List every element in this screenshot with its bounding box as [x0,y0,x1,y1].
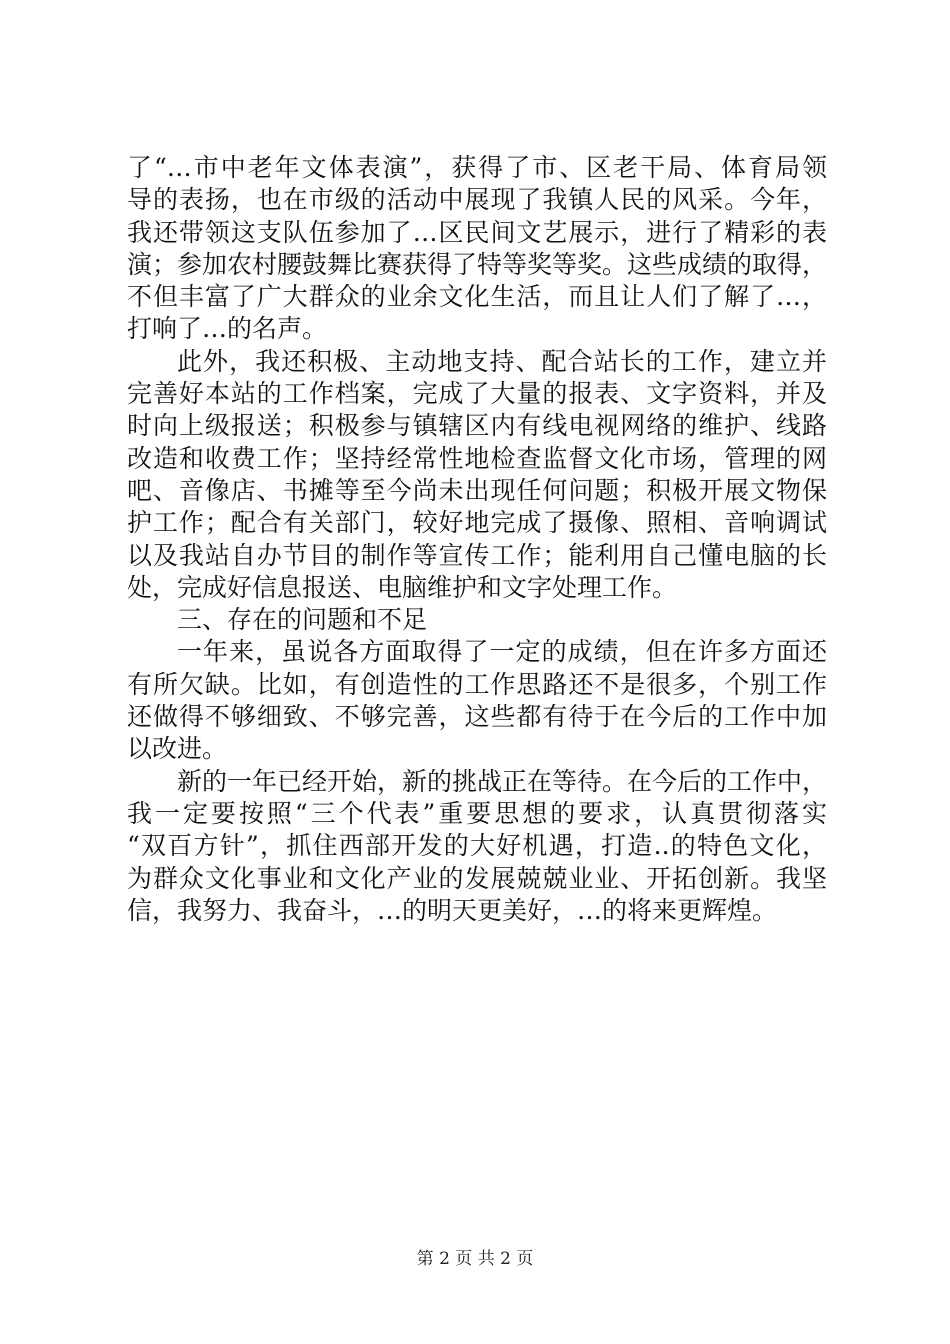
text-line: 时向上级报送；积极参与镇辖区内有线电视网络的维护、线路 [127,411,827,441]
text-line: 处，完成好信息报送、电脑维护和文字处理工作。 [127,572,678,602]
text-line: 吧、音像店、书摊等至今尚未出现任何问题；积极开展文物保 [127,475,827,505]
text-line: 以改进。 [127,734,228,764]
page-number-footer: 第 2 页 共 2 页 [416,1249,534,1269]
text-line: 我一定要按照“三个代表”重要思想的要求，认真贯彻落实 [127,798,827,828]
text-line: 有所欠缺。比如，有创造性的工作思路还不是很多，个别工作 [127,669,827,699]
section-heading: 三、存在的问题和不足 [177,605,428,635]
text-line: 演；参加农村腰鼓舞比赛获得了特等奖等奖。这些成绩的取得， [127,249,828,279]
text-line: 信，我努力、我奋斗，…的明天更美好，…的将来更辉煌。 [127,895,778,925]
text-line: 我还带领这支队伍参加了…区民间文艺展示，进行了精彩的表 [127,217,827,247]
text-line: 不但丰富了广大群众的业余文化生活，而且让人们了解了…， [127,282,827,312]
text-line: “双百方针”，抓住西部开发的大好机遇，打造..的特色文化， [127,831,827,861]
document-body [127,152,827,927]
text-line: 了“…市中老年文体表演”，获得了市、区老干局、体育局领 [127,153,827,182]
text-line: 还做得不够细致、不够完善，这些都有待于在今后的工作中加 [127,702,827,732]
text-line: 新的一年已经开始，新的挑战正在等待。在今后的工作中， [177,766,828,796]
text-line: 以及我站自办节目的制作等宣传工作；能利用自己懂电脑的长 [127,540,827,570]
text-line: 为群众文化事业和文化产业的发展兢兢业业、开拓创新。我坚 [127,863,827,893]
text-line: 护工作；配合有关部门，较好地完成了摄像、照相、音响调试 [127,508,827,538]
text-line: 打响了…的名声。 [127,314,328,344]
text-line: 一年来，虽说各方面取得了一定的成绩，但在许多方面还 [177,637,827,667]
text-line: 改造和收费工作；坚持经常性地检查监督文化市场，管理的网 [127,443,827,473]
text-line: 此外，我还积极、主动地支持、配合站长的工作，建立并 [177,346,827,376]
text-line: 导的表扬，也在市级的活动中展现了我镇人民的风采。今年， [127,185,827,215]
text-line: 完善好本站的工作档案，完成了大量的报表、文字资料，并及 [127,379,827,409]
